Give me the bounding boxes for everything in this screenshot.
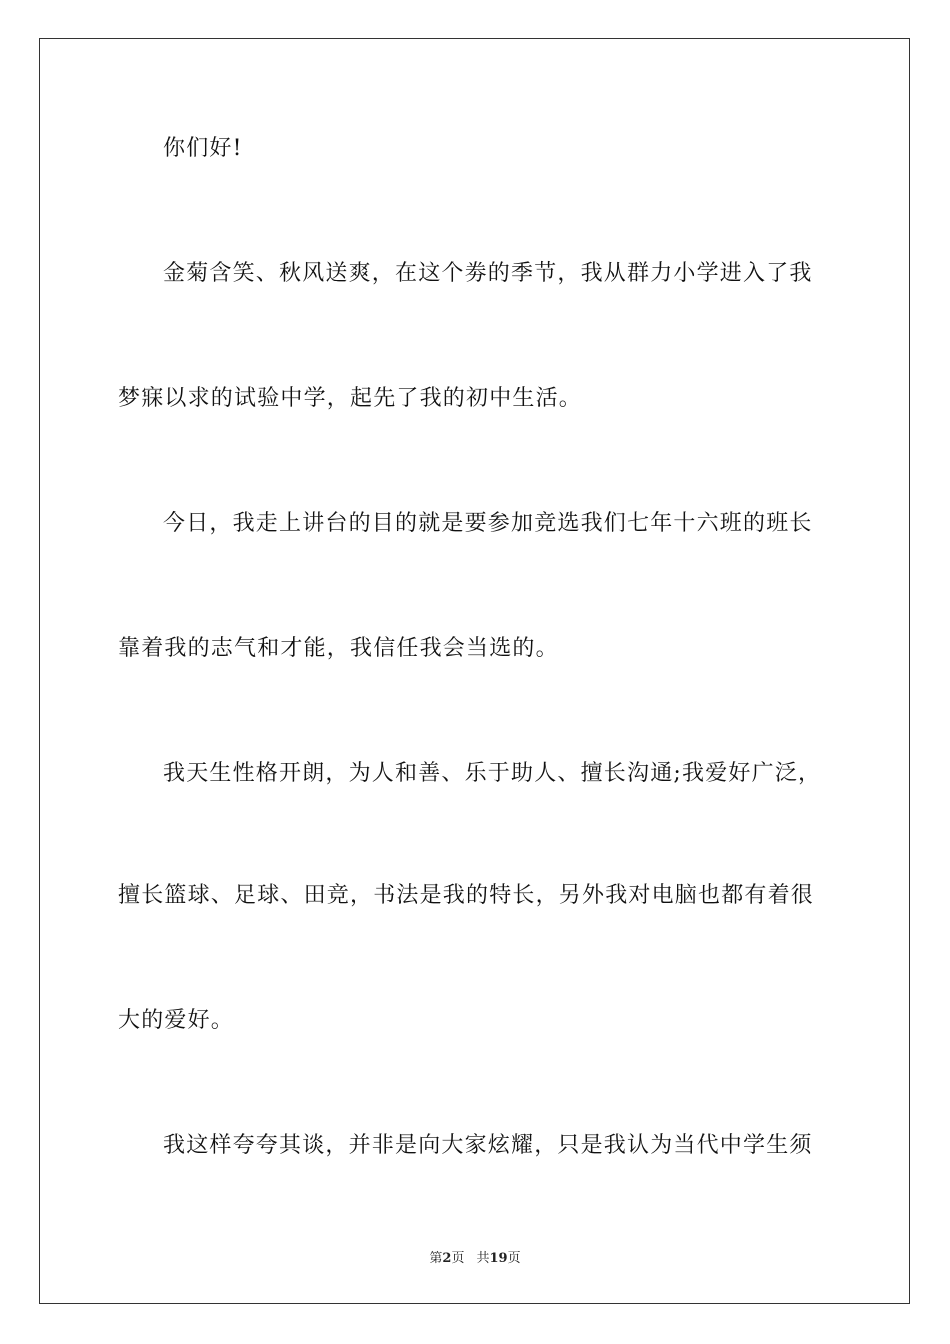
page-footer [0, 1247, 950, 1266]
text-line: 梦寐以求的试验中学，起先了我的初中生活。 [118, 386, 583, 411]
page-prefix: 第 [429, 1251, 443, 1266]
page-border [39, 38, 910, 1304]
page-suffix: 页 [451, 1251, 465, 1266]
text-line: 靠着我的志气和才能，我信任我会当选的。 [118, 636, 559, 661]
page-number: 2 [442, 1251, 452, 1266]
total-pages: 19 [489, 1251, 508, 1266]
text-line: 金菊含笑、秋风送爽，在这个劵的季节，我从群力小学进入了我 [163, 261, 813, 286]
total-prefix: 共 [476, 1251, 490, 1266]
text-line-greeting: 你们好! [163, 136, 243, 161]
text-line: 我这样夸夸其谈，并非是向大家炫耀，只是我认为当代中学生须 [163, 1133, 813, 1158]
text-line: 擅长篮球、足球、田竞，书法是我的特长，另外我对电脑也都有着很 [118, 883, 815, 908]
text-line: 今日，我走上讲台的目的就是要参加竞选我们七年十六班的班长 [163, 511, 813, 536]
text-line: 我天生性格开朗，为人和善、乐于助人、擅长沟通;我爱好广泛， [163, 761, 822, 786]
total-suffix: 页 [507, 1251, 521, 1266]
text-line: 大的爱好。 [118, 1008, 235, 1033]
